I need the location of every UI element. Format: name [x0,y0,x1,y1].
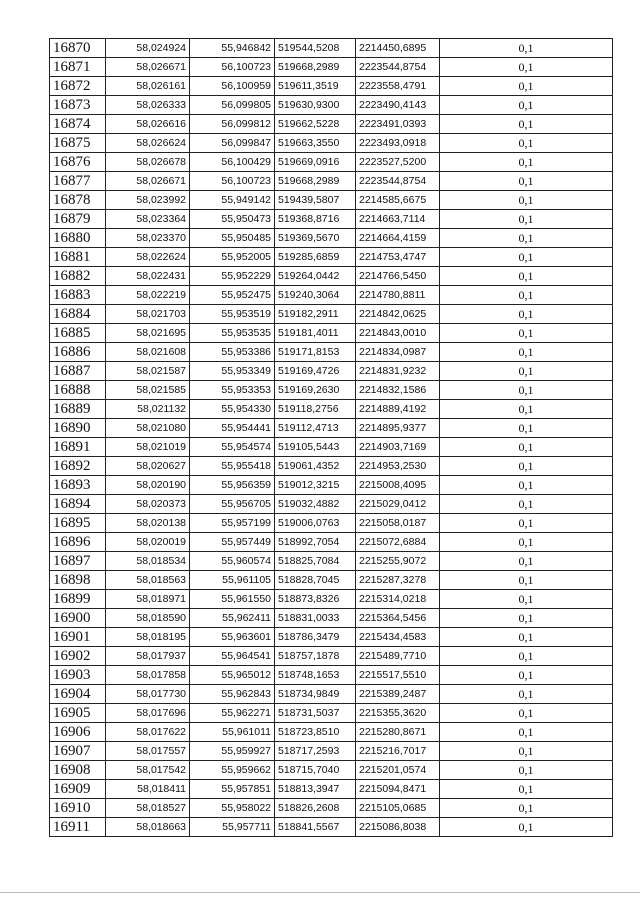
x-coordinate-cell: 519368,8716 [275,210,356,229]
latitude-cell: 58,026671 [106,172,190,191]
accuracy-cell: 0,1 [440,761,613,780]
accuracy-cell: 0,1 [440,685,613,704]
y-coordinate-cell: 2215389,2487 [356,685,440,704]
latitude-cell: 58,017542 [106,761,190,780]
accuracy-cell: 0,1 [440,248,613,267]
longitude-cell: 55,957449 [190,533,275,552]
longitude-cell: 56,100959 [190,77,275,96]
y-coordinate-cell: 2215364,5456 [356,609,440,628]
point-number-cell: 16905 [50,704,106,723]
longitude-cell: 55,950473 [190,210,275,229]
coordinates-table [49,38,613,837]
latitude-cell: 58,021132 [106,400,190,419]
table-row [50,248,613,267]
accuracy-cell: 0,1 [440,438,613,457]
x-coordinate-cell: 519630,9300 [275,96,356,115]
y-coordinate-cell: 2214831,9232 [356,362,440,381]
table-row [50,571,613,590]
y-coordinate-cell: 2215201,0574 [356,761,440,780]
point-number-cell: 16895 [50,514,106,533]
accuracy-cell: 0,1 [440,533,613,552]
table-row [50,438,613,457]
table-row [50,96,613,115]
accuracy-cell: 0,1 [440,343,613,362]
longitude-cell: 55,957199 [190,514,275,533]
point-number-cell: 16892 [50,457,106,476]
x-coordinate-cell: 518748,1653 [275,666,356,685]
latitude-cell: 58,017622 [106,723,190,742]
latitude-cell: 58,020019 [106,533,190,552]
table-row [50,210,613,229]
accuracy-cell: 0,1 [440,191,613,210]
table-row [50,286,613,305]
longitude-cell: 55,950485 [190,229,275,248]
y-coordinate-cell: 2215094,8471 [356,780,440,799]
point-number-cell: 16898 [50,571,106,590]
latitude-cell: 58,021080 [106,419,190,438]
latitude-cell: 58,018527 [106,799,190,818]
accuracy-cell: 0,1 [440,229,613,248]
latitude-cell: 58,026678 [106,153,190,172]
point-number-cell: 16890 [50,419,106,438]
latitude-cell: 58,017696 [106,704,190,723]
table-row [50,628,613,647]
x-coordinate-cell: 519662,5228 [275,115,356,134]
coordinates-table-body [50,39,613,837]
accuracy-cell: 0,1 [440,609,613,628]
accuracy-cell: 0,1 [440,723,613,742]
y-coordinate-cell: 2215314,0218 [356,590,440,609]
x-coordinate-cell: 519264,0442 [275,267,356,286]
latitude-cell: 58,021019 [106,438,190,457]
longitude-cell: 55,955418 [190,457,275,476]
y-coordinate-cell: 2214753,4747 [356,248,440,267]
accuracy-cell: 0,1 [440,628,613,647]
table-row [50,362,613,381]
x-coordinate-cell: 519668,2989 [275,58,356,77]
x-coordinate-cell: 519006,0763 [275,514,356,533]
longitude-cell: 55,962411 [190,609,275,628]
latitude-cell: 58,026161 [106,77,190,96]
longitude-cell: 55,958022 [190,799,275,818]
point-number-cell: 16909 [50,780,106,799]
latitude-cell: 58,022624 [106,248,190,267]
longitude-cell: 56,099812 [190,115,275,134]
longitude-cell: 55,961011 [190,723,275,742]
accuracy-cell: 0,1 [440,115,613,134]
accuracy-cell: 0,1 [440,172,613,191]
point-number-cell: 16882 [50,267,106,286]
point-number-cell: 16873 [50,96,106,115]
x-coordinate-cell: 519240,3064 [275,286,356,305]
x-coordinate-cell: 519611,3519 [275,77,356,96]
table-row [50,780,613,799]
longitude-cell: 55,961550 [190,590,275,609]
point-number-cell: 16891 [50,438,106,457]
y-coordinate-cell: 2214843,0010 [356,324,440,343]
accuracy-cell: 0,1 [440,590,613,609]
table-row [50,172,613,191]
x-coordinate-cell: 519669,0916 [275,153,356,172]
x-coordinate-cell: 518786,3479 [275,628,356,647]
point-number-cell: 16906 [50,723,106,742]
latitude-cell: 58,026616 [106,115,190,134]
point-number-cell: 16903 [50,666,106,685]
accuracy-cell: 0,1 [440,400,613,419]
point-number-cell: 16911 [50,818,106,837]
accuracy-cell: 0,1 [440,514,613,533]
accuracy-cell: 0,1 [440,286,613,305]
x-coordinate-cell: 519181,4011 [275,324,356,343]
y-coordinate-cell: 2214903,7169 [356,438,440,457]
longitude-cell: 55,953349 [190,362,275,381]
point-number-cell: 16901 [50,628,106,647]
longitude-cell: 55,957711 [190,818,275,837]
accuracy-cell: 0,1 [440,704,613,723]
x-coordinate-cell: 518715,7040 [275,761,356,780]
x-coordinate-cell: 519112,4713 [275,419,356,438]
point-number-cell: 16883 [50,286,106,305]
y-coordinate-cell: 2215072,6884 [356,533,440,552]
latitude-cell: 58,021703 [106,305,190,324]
accuracy-cell: 0,1 [440,647,613,666]
longitude-cell: 56,100429 [190,153,275,172]
y-coordinate-cell: 2214832,1586 [356,381,440,400]
accuracy-cell: 0,1 [440,457,613,476]
table-row [50,704,613,723]
longitude-cell: 55,962271 [190,704,275,723]
accuracy-cell: 0,1 [440,77,613,96]
accuracy-cell: 0,1 [440,362,613,381]
latitude-cell: 58,020373 [106,495,190,514]
longitude-cell: 55,962843 [190,685,275,704]
point-number-cell: 16885 [50,324,106,343]
longitude-cell: 56,100723 [190,172,275,191]
latitude-cell: 58,021585 [106,381,190,400]
latitude-cell: 58,017557 [106,742,190,761]
accuracy-cell: 0,1 [440,495,613,514]
accuracy-cell: 0,1 [440,39,613,58]
point-number-cell: 16880 [50,229,106,248]
table-row [50,457,613,476]
x-coordinate-cell: 518828,7045 [275,571,356,590]
table-row [50,324,613,343]
longitude-cell: 55,954330 [190,400,275,419]
table-row [50,305,613,324]
latitude-cell: 58,018971 [106,590,190,609]
table-row [50,419,613,438]
y-coordinate-cell: 2214450,6895 [356,39,440,58]
longitude-cell: 55,949142 [190,191,275,210]
longitude-cell: 56,099847 [190,134,275,153]
table-row [50,343,613,362]
point-number-cell: 16881 [50,248,106,267]
latitude-cell: 58,023364 [106,210,190,229]
y-coordinate-cell: 2223544,8754 [356,58,440,77]
accuracy-cell: 0,1 [440,571,613,590]
point-number-cell: 16908 [50,761,106,780]
point-number-cell: 16874 [50,115,106,134]
y-coordinate-cell: 2214663,7114 [356,210,440,229]
point-number-cell: 16872 [50,77,106,96]
y-coordinate-cell: 2215287,3278 [356,571,440,590]
x-coordinate-cell: 519544,5208 [275,39,356,58]
x-coordinate-cell: 518717,2593 [275,742,356,761]
x-coordinate-cell: 519061,4352 [275,457,356,476]
point-number-cell: 16902 [50,647,106,666]
y-coordinate-cell: 2215058,0187 [356,514,440,533]
longitude-cell: 56,099805 [190,96,275,115]
point-number-cell: 16894 [50,495,106,514]
longitude-cell: 55,960574 [190,552,275,571]
longitude-cell: 55,952005 [190,248,275,267]
accuracy-cell: 0,1 [440,267,613,286]
point-number-cell: 16870 [50,39,106,58]
y-coordinate-cell: 2223490,4143 [356,96,440,115]
latitude-cell: 58,018411 [106,780,190,799]
table-row [50,685,613,704]
point-number-cell: 16900 [50,609,106,628]
longitude-cell: 55,956705 [190,495,275,514]
latitude-cell: 58,017937 [106,647,190,666]
latitude-cell: 58,023992 [106,191,190,210]
latitude-cell: 58,021587 [106,362,190,381]
y-coordinate-cell: 2214664,4159 [356,229,440,248]
latitude-cell: 58,018195 [106,628,190,647]
longitude-cell: 55,952475 [190,286,275,305]
point-number-cell: 16907 [50,742,106,761]
accuracy-cell: 0,1 [440,381,613,400]
longitude-cell: 55,956359 [190,476,275,495]
table-row [50,761,613,780]
x-coordinate-cell: 519169,2630 [275,381,356,400]
accuracy-cell: 0,1 [440,305,613,324]
accuracy-cell: 0,1 [440,552,613,571]
x-coordinate-cell: 519182,2911 [275,305,356,324]
point-number-cell: 16877 [50,172,106,191]
y-coordinate-cell: 2223493,0918 [356,134,440,153]
longitude-cell: 55,952229 [190,267,275,286]
y-coordinate-cell: 2214895,9377 [356,419,440,438]
longitude-cell: 55,954574 [190,438,275,457]
latitude-cell: 58,018663 [106,818,190,837]
longitude-cell: 55,964541 [190,647,275,666]
longitude-cell: 55,946842 [190,39,275,58]
x-coordinate-cell: 519032,4882 [275,495,356,514]
latitude-cell: 58,020138 [106,514,190,533]
longitude-cell: 55,954441 [190,419,275,438]
point-number-cell: 16871 [50,58,106,77]
table-row [50,39,613,58]
table-row [50,134,613,153]
longitude-cell: 55,953353 [190,381,275,400]
y-coordinate-cell: 2215086,8038 [356,818,440,837]
y-coordinate-cell: 2223527,5200 [356,153,440,172]
x-coordinate-cell: 518757,1878 [275,647,356,666]
latitude-cell: 58,022431 [106,267,190,286]
x-coordinate-cell: 519285,6859 [275,248,356,267]
table-row [50,723,613,742]
longitude-cell: 55,963601 [190,628,275,647]
longitude-cell: 55,957851 [190,780,275,799]
y-coordinate-cell: 2223544,8754 [356,172,440,191]
latitude-cell: 58,018590 [106,609,190,628]
table-row [50,400,613,419]
y-coordinate-cell: 2215029,0412 [356,495,440,514]
table-row [50,495,613,514]
table-row [50,590,613,609]
x-coordinate-cell: 519668,2989 [275,172,356,191]
latitude-cell: 58,026671 [106,58,190,77]
x-coordinate-cell: 519439,5807 [275,191,356,210]
latitude-cell: 58,018534 [106,552,190,571]
accuracy-cell: 0,1 [440,324,613,343]
latitude-cell: 58,026624 [106,134,190,153]
longitude-cell: 55,965012 [190,666,275,685]
table-row [50,818,613,837]
point-number-cell: 16878 [50,191,106,210]
x-coordinate-cell: 518873,8326 [275,590,356,609]
latitude-cell: 58,020627 [106,457,190,476]
longitude-cell: 55,961105 [190,571,275,590]
x-coordinate-cell: 519012,3215 [275,476,356,495]
latitude-cell: 58,017858 [106,666,190,685]
point-number-cell: 16899 [50,590,106,609]
y-coordinate-cell: 2214585,6675 [356,191,440,210]
latitude-cell: 58,026333 [106,96,190,115]
point-number-cell: 16893 [50,476,106,495]
y-coordinate-cell: 2215355,3620 [356,704,440,723]
y-coordinate-cell: 2214842,0625 [356,305,440,324]
y-coordinate-cell: 2214889,4192 [356,400,440,419]
y-coordinate-cell: 2214953,2530 [356,457,440,476]
table-row [50,77,613,96]
accuracy-cell: 0,1 [440,742,613,761]
x-coordinate-cell: 518731,5037 [275,704,356,723]
table-row [50,115,613,134]
accuracy-cell: 0,1 [440,134,613,153]
x-coordinate-cell: 518825,7084 [275,552,356,571]
accuracy-cell: 0,1 [440,666,613,685]
x-coordinate-cell: 518831,0033 [275,609,356,628]
point-number-cell: 16886 [50,343,106,362]
y-coordinate-cell: 2223558,4791 [356,77,440,96]
x-coordinate-cell: 518992,7054 [275,533,356,552]
table-row [50,58,613,77]
y-coordinate-cell: 2215105,0685 [356,799,440,818]
y-coordinate-cell: 2214780,8811 [356,286,440,305]
x-coordinate-cell: 518813,3947 [275,780,356,799]
latitude-cell: 58,023370 [106,229,190,248]
y-coordinate-cell: 2215517,5510 [356,666,440,685]
x-coordinate-cell: 519169,4726 [275,362,356,381]
point-number-cell: 16897 [50,552,106,571]
point-number-cell: 16879 [50,210,106,229]
point-number-cell: 16896 [50,533,106,552]
x-coordinate-cell: 518734,9849 [275,685,356,704]
latitude-cell: 58,022219 [106,286,190,305]
x-coordinate-cell: 519663,3550 [275,134,356,153]
table-row [50,476,613,495]
latitude-cell: 58,021695 [106,324,190,343]
table-row [50,742,613,761]
accuracy-cell: 0,1 [440,153,613,172]
x-coordinate-cell: 518826,2608 [275,799,356,818]
longitude-cell: 55,953519 [190,305,275,324]
table-row [50,609,613,628]
longitude-cell: 55,953386 [190,343,275,362]
table-row [50,799,613,818]
y-coordinate-cell: 2214834,0987 [356,343,440,362]
longitude-cell: 55,953535 [190,324,275,343]
table-row [50,647,613,666]
point-number-cell: 16904 [50,685,106,704]
accuracy-cell: 0,1 [440,780,613,799]
latitude-cell: 58,020190 [106,476,190,495]
latitude-cell: 58,017730 [106,685,190,704]
y-coordinate-cell: 2214766,5450 [356,267,440,286]
y-coordinate-cell: 2215434,4583 [356,628,440,647]
y-coordinate-cell: 2215008,4095 [356,476,440,495]
accuracy-cell: 0,1 [440,799,613,818]
latitude-cell: 58,018563 [106,571,190,590]
accuracy-cell: 0,1 [440,210,613,229]
point-number-cell: 16875 [50,134,106,153]
x-coordinate-cell: 519105,5443 [275,438,356,457]
y-coordinate-cell: 2215216,7017 [356,742,440,761]
y-coordinate-cell: 2223491,0393 [356,115,440,134]
table-row [50,381,613,400]
longitude-cell: 56,100723 [190,58,275,77]
x-coordinate-cell: 518723,8510 [275,723,356,742]
table-row [50,552,613,571]
table-row [50,229,613,248]
table-row [50,191,613,210]
table-row [50,267,613,286]
y-coordinate-cell: 2215489,7710 [356,647,440,666]
y-coordinate-cell: 2215255,9072 [356,552,440,571]
scan-edge-line [0,892,640,893]
table-row [50,533,613,552]
x-coordinate-cell: 519118,2756 [275,400,356,419]
accuracy-cell: 0,1 [440,96,613,115]
table-row [50,514,613,533]
point-number-cell: 16884 [50,305,106,324]
point-number-cell: 16888 [50,381,106,400]
point-number-cell: 16889 [50,400,106,419]
table-row [50,153,613,172]
accuracy-cell: 0,1 [440,58,613,77]
y-coordinate-cell: 2215280,8671 [356,723,440,742]
longitude-cell: 55,959927 [190,742,275,761]
point-number-cell: 16910 [50,799,106,818]
longitude-cell: 55,959662 [190,761,275,780]
latitude-cell: 58,024924 [106,39,190,58]
accuracy-cell: 0,1 [440,419,613,438]
point-number-cell: 16887 [50,362,106,381]
x-coordinate-cell: 519171,8153 [275,343,356,362]
x-coordinate-cell: 518841,5567 [275,818,356,837]
accuracy-cell: 0,1 [440,818,613,837]
accuracy-cell: 0,1 [440,476,613,495]
latitude-cell: 58,021608 [106,343,190,362]
table-row [50,666,613,685]
point-number-cell: 16876 [50,153,106,172]
x-coordinate-cell: 519369,5670 [275,229,356,248]
